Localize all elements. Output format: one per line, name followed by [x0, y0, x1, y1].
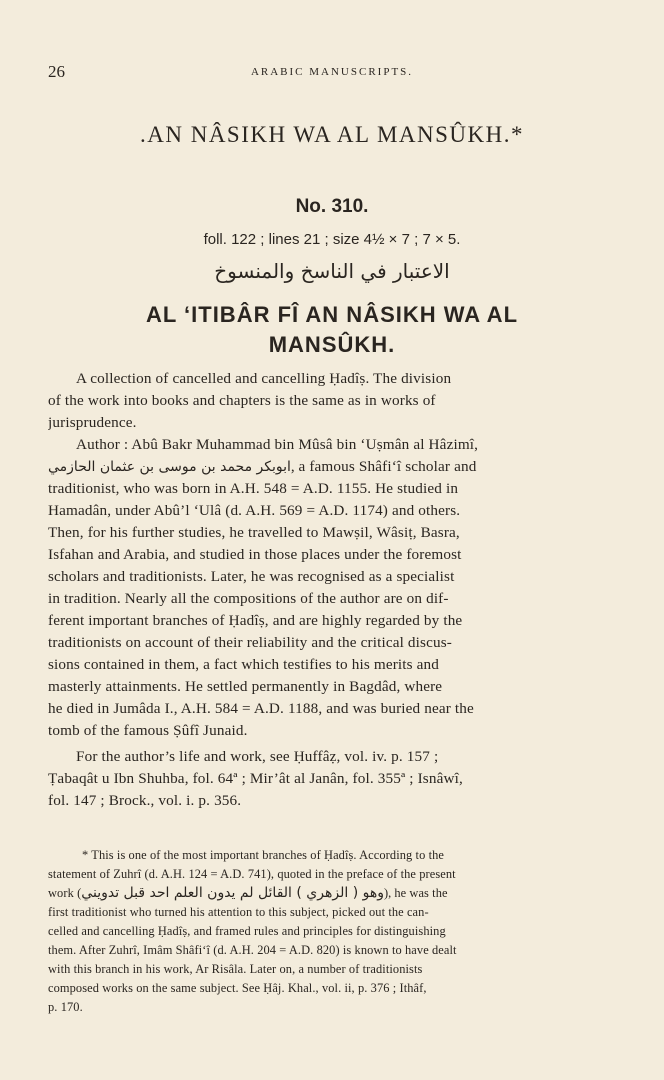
text-line: Isfahan and Arabia, and studied in those places under the foremost — [48, 546, 462, 563]
text-line: Ṭabaqât u Ibn Shuhba, fol. 64ª ; Mir’ât al Janân, fol. 355ª ; Isnâwî, — [48, 770, 463, 787]
footnote-line: first traditionist who turned his attention to this subject, picked out the can- — [48, 905, 429, 919]
description-paragraph — [48, 368, 598, 434]
text-line: traditionists on account of their reliability and the critical discus- — [48, 634, 452, 651]
text-line: masterly attainments. He settled permanently in Bagdâd, where — [48, 678, 443, 695]
footnote-work-close: ), he was the — [384, 886, 448, 900]
footnote-line: p. 170. — [48, 1000, 83, 1014]
footnote-line: composed works on the same subject. See Ḥâj. Khal., vol. ii, p. 376 ; Ithâf, — [48, 981, 427, 995]
footnote-line: with this branch in his work, Ar Risâla. Later on, a number of traditionists — [48, 962, 423, 976]
footnote-arabic-quote: وهو ( الزهري ) القائل لم يدون العلم احد قبل تدويني — [81, 885, 384, 901]
work-title-line-2: MANSÛKH. — [268, 332, 396, 357]
text-line: in tradition. Nearly all the compositions of the author are on dif- — [48, 590, 449, 607]
running-head: ARABIC MANUSCRIPTS. — [250, 66, 414, 78]
footnote-line: * This is one of the most important branches of Ḥadîṣ. According to the — [82, 848, 445, 862]
footnote-line-arabic-mixed — [48, 884, 598, 903]
text-line: sions contained in them, a fact which testifies to his merits and — [48, 656, 440, 673]
text-line: Author : Abû Bakr Muhammad bin Mûsâ bin ‘Uṣmân al Hâzimî, — [76, 436, 479, 453]
footnote-work-open: work ( — [48, 886, 82, 900]
work-title — [70, 300, 594, 360]
work-title-line-1: AL ‘ITIBÂR FÎ AN NÂSIKH WA AL — [145, 302, 519, 327]
text-line-arabic-mixed — [48, 456, 598, 478]
text-line: ferent important branches of Ḥadîṣ, and are highly regarded by the — [48, 612, 463, 629]
footnote-line: statement of Zuhrî (d. A.H. 124 = A.D. 741), quoted in the preface of the present — [48, 867, 456, 881]
text-line: jurisprudence. — [48, 414, 137, 431]
text-line: fol. 147 ; Brock., vol. i. p. 356. — [48, 792, 242, 809]
text-line: tomb of the famous Ṣûfî Junaid. — [48, 722, 248, 739]
text-line: he died in Jumâda I., A.H. 584 = A.D. 1188, and was buried near the — [48, 700, 474, 717]
text-line: A collection of cancelled and cancelling Ḥadîṣ. The division — [76, 370, 452, 387]
author-line-2-rest: , a famous Shâfi‘î scholar and — [290, 458, 477, 475]
page-number: 26 — [48, 62, 65, 81]
text-line: scholars and traditionists. Later, he was recognised as a specialist — [48, 568, 455, 585]
footnote — [48, 846, 598, 1017]
text-line: Hamadân, under Abû’l ‘Ulâ (d. A.H. 569 = A.D. 1174) and others. — [48, 502, 461, 519]
author-arabic-name: ابوبکر محمد بن موسی بن عثمان الحازمي — [48, 459, 291, 475]
text-line: of the work into books and chapters is the same as in works of — [48, 392, 436, 409]
arabic-title: الاعتبار في الناسخ والمنسوخ — [214, 259, 450, 283]
text-line: traditionist, who was born in A.H. 548 = A.D. 1155. He studied in — [48, 480, 459, 497]
text-line: Then, for his further studies, he travelled to Mawṣil, Wâsiṭ, Basra, — [48, 524, 460, 541]
manuscript-number: No. 310. — [295, 196, 369, 217]
manuscript-details: foll. 122 ; lines 21 ; size 4½ × 7 ; 7 × 5. — [203, 231, 461, 248]
footnote-line: them. After Zuhrî, Imâm Shâfi‘î (d. A.H. 204 = A.D. 820) is known to have dealt — [48, 943, 457, 957]
references-paragraph — [48, 746, 598, 812]
author-paragraph — [48, 434, 598, 742]
text-line: For the author’s life and work, see Ḥuffâẓ, vol. iv. p. 157 ; — [76, 748, 439, 765]
section-title: .AN NÂSIKH WA AL MANSÛKH.* — [139, 122, 525, 147]
footnote-line: celled and cancelling Ḥadîṣ, and framed rules and principles for distinguishing — [48, 924, 446, 938]
